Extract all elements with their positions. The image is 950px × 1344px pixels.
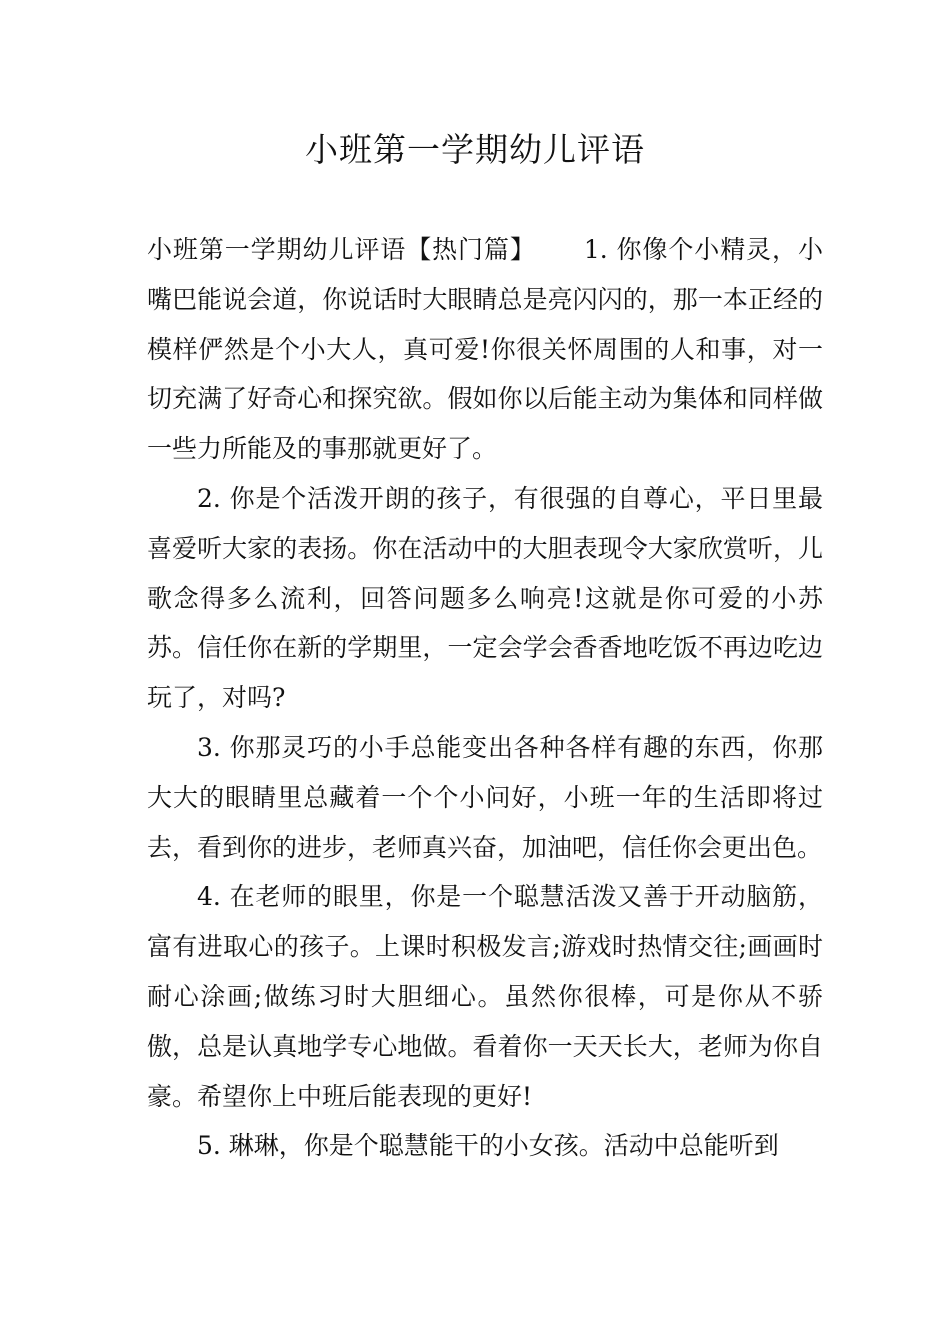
document-body (147, 225, 823, 1171)
paragraph-5: 5. 琳琳，你是个聪慧能干的小女孩。活动中总能听到 (197, 1131, 779, 1161)
paragraph-3: 3. 你那灵巧的小手总能变出各种各样有趣的东西，你那大大的眼睛里总藏着一个个小问好，小班一年的生活即将过去，看到你的进步，老师真兴奋，加油吧，信任你会更出色。 (147, 732, 823, 862)
intro-heading: 小班第一学期幼儿评语【热门篇】 (147, 235, 536, 264)
document-title: 小班第一学期幼儿评语 (305, 130, 645, 169)
paragraph-2: 2. 你是个活泼开朗的孩子，有很强的自尊心，平日里最喜爱听大家的表扬。你在活动中的大胆表现令大家欣赏听，儿歌念得多么流利，回答问题多么响亮!这就是你可爱的小苏苏。信任你在新的学期里，一定会学会香香地吃饭不再边吃边玩了，对吗? (147, 483, 823, 713)
paragraph-1 (147, 225, 823, 474)
paragraph-4: 4. 在老师的眼里，你是一个聪慧活泼又善于开动脑筋，富有进取心的孩子。上课时积极发言;游戏时热情交往;画画时耐心涂画;做练习时大胆细心。虽然你很棒，可是你从不骄傲，总是认真地学专心地做。看着你一天天长大，老师为你自豪。希望你上中班后能表现的更好! (147, 882, 823, 1111)
paragraph-1-text: 1. 你像个小精灵，小嘴巴能说会道，你说话时大眼睛总是亮闪闪的，那一本正经的模样俨然是个小大人，真可爱!你很关怀周围的人和事，对一切充满了好奇心和探究欲。假如你以后能主动为集体和同样做一些力所能及的事那就更好了。 (147, 235, 823, 464)
